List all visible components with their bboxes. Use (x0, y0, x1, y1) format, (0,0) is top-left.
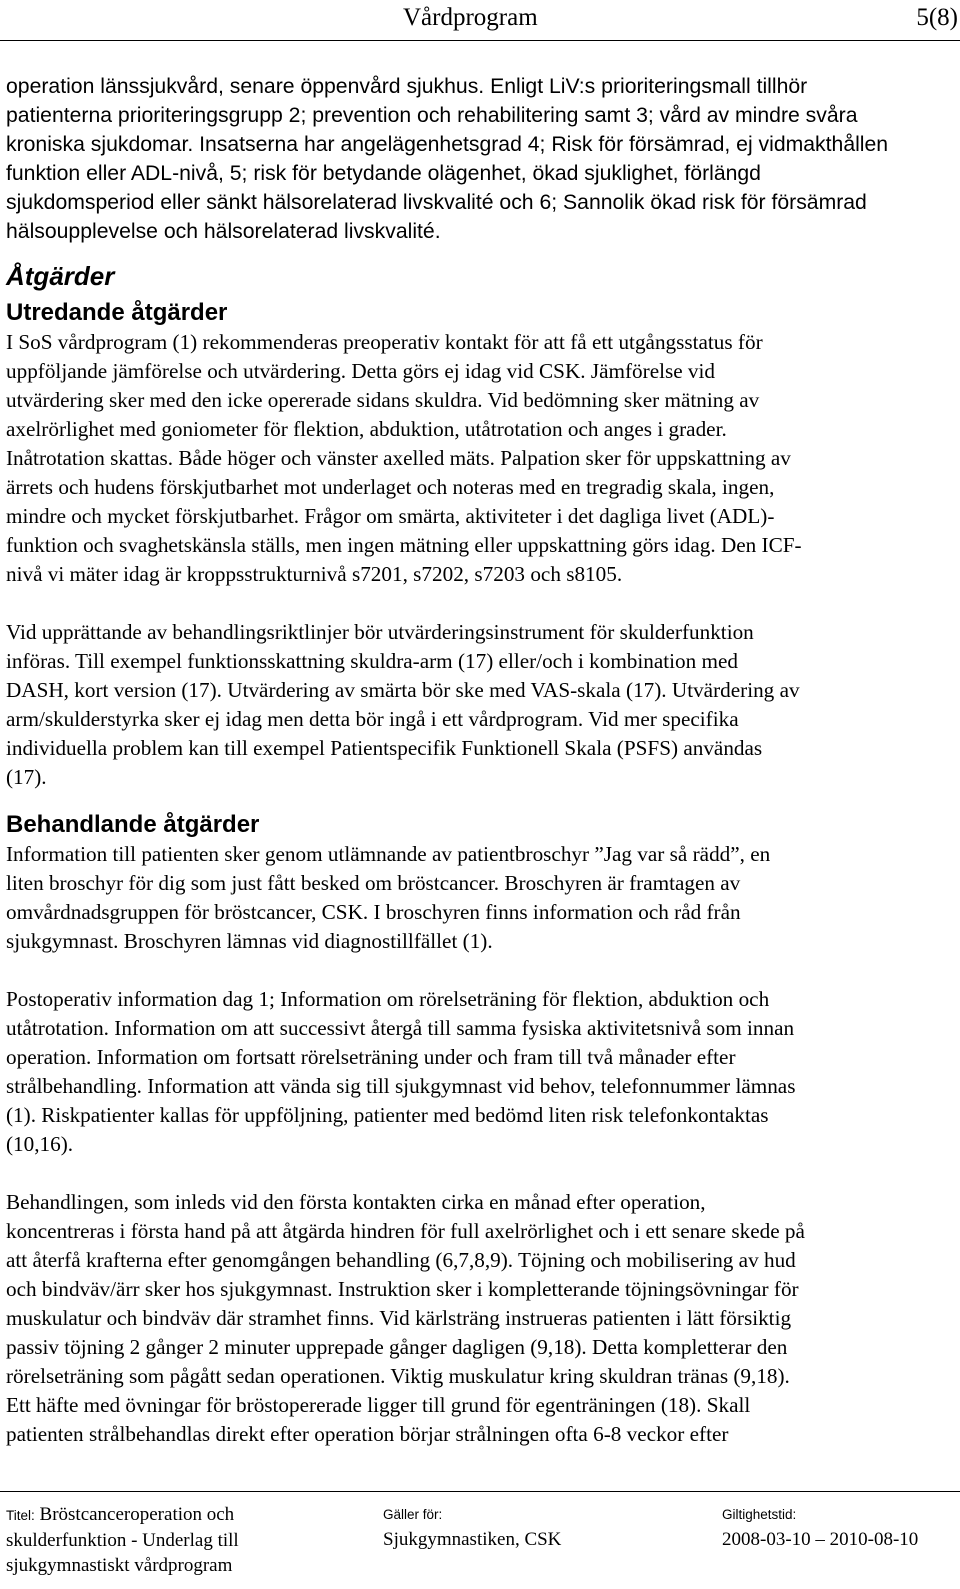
utredande-paragraph-2 (6, 618, 954, 792)
heading-atgarder: Åtgärder (6, 261, 115, 291)
heading-behandlande-atgarder: Behandlande åtgärder (6, 811, 260, 838)
footer-validity-label: Giltighetstid: (722, 1507, 797, 1522)
text-line: koncentreras i första hand på att åtgärda hindren för full axelrörlighet och i ett senare skede på (6, 1219, 805, 1243)
text-line: Vid upprättande av behandlingsriktlinjer bör utvärderingsinstrument för skulderfunktion (6, 620, 754, 644)
text-line: Ett häfte med övningar för bröstopererade ligger till grund för egenträningen (18). Skall (6, 1393, 751, 1417)
text-line: sjukdomsperiod eller sänkt hälsorelaterad livskvalité och 6; Sannolik ökad risk för försämrad (6, 191, 867, 214)
footer-applies-value: Sjukgymnastiken, CSK (383, 1529, 562, 1550)
text-line: funktion eller ADL-nivå, 5; risk för betydande olägenhet, ökad sjuklighet, förlängd (6, 162, 761, 185)
text-line: (1). Riskpatienter kallas för uppföljning, patienter med bedömd liten risk telefonkontaktas (6, 1103, 769, 1127)
text-line: kroniska sjukdomar. Insatserna har angelägenhetsgrad 4; Risk för försämrad, ej vidmakthållen (6, 133, 889, 156)
text-line: patienten strålbehandlas direkt efter operation börjar strålningen ofta 6-8 veckor efter (6, 1422, 729, 1446)
text-line: (10,16). (6, 1132, 74, 1156)
text-line: uppföljande jämförelse och utvärdering. Detta görs ej idag vid CSK. Jämförelse vid (6, 359, 716, 383)
text-line: ärrets och hudens förskjutbarhet mot underlaget och noteras med en tregradig skala, ingen, (6, 475, 775, 499)
footer-title-block (6, 1502, 346, 1578)
page-header (0, 2, 960, 38)
footer-title-label: Titel: (6, 1508, 35, 1523)
header-rule (0, 40, 960, 41)
document-body (6, 72, 954, 1449)
text-line: och bindväv/ärr sker hos sjukgymnast. Instruktion sker i kompletterande töjningsövningar för (6, 1277, 799, 1301)
text-line: Inåtrotation skattas. Både höger och vänster axelled mäts. Palpation sker för uppskattning av (6, 446, 791, 470)
footer-title-text: skulderfunktion - Underlag till (6, 1530, 239, 1551)
behandlande-paragraph-1 (6, 840, 954, 956)
footer-applies-block (383, 1502, 683, 1552)
page-number: 5(8) (916, 4, 958, 31)
intro-paragraph (6, 72, 954, 246)
text-line: rörelseträning som pågått sedan operationen. Viktig muskulatur kring skuldran tränas (9,18). (6, 1364, 790, 1388)
text-line: Postoperativ information dag 1; Information om rörelseträning för flektion, abduktion och (6, 987, 770, 1011)
footer-title-line (6, 1502, 346, 1528)
behandlande-paragraph-3 (6, 1188, 954, 1449)
text-line: arm/skulderstyrka sker ej idag men detta bör ingå i ett vårdprogram. Vid mer specifika (6, 707, 739, 731)
text-line: axelrörlighet med goniometer för flektion, abduktion, utåtrotation och anges i grader. (6, 417, 727, 441)
text-line: införas. Till exempel funktionsskattning skuldra-arm (17) eller/och i kombination med (6, 649, 739, 673)
text-line: muskulatur och bindväv där stramhet finns. Vid kärlsträng instrueras patienten i lätt försiktig (6, 1306, 792, 1330)
text-line: utåtrotation. Information om att successivt återgå till samma fysiska aktivitetsnivå som innan (6, 1016, 795, 1040)
utredande-paragraph-1 (6, 328, 954, 589)
text-line: DASH, kort version (17). Utvärdering av smärta bör ske med VAS-skala (17). Utvärdering av (6, 678, 800, 702)
text-line: att återfå krafterna efter genomgången behandling (6,7,8,9). Töjning och mobilisering av hud (6, 1248, 796, 1272)
text-line: mindre och mycket förskjutbarhet. Frågor om smärta, aktiviteter i det dagliga livet (ADL)- (6, 504, 775, 528)
footer-title-text: Bröstcanceroperation och (39, 1504, 235, 1525)
text-line: operation. Information om fortsatt rörelseträning under och fram till två månader efter (6, 1045, 736, 1069)
header-title: Vårdprogram (403, 4, 538, 31)
footer-validity-value: 2008-03-10 – 2010-08-10 (722, 1529, 919, 1550)
text-line: patienterna prioriteringsgrupp 2; prevention och rehabilitering samt 3; vård av mindre svåra (6, 104, 858, 127)
text-line: Behandlingen, som inleds vid den första kontakten cirka en månad efter operation, (6, 1190, 706, 1214)
behandlande-paragraph-2 (6, 985, 954, 1159)
page-footer (0, 1502, 960, 1589)
text-line: (17). (6, 765, 47, 789)
text-line: operation länssjukvård, senare öppenvård sjukhus. Enligt LiV:s prioriteringsmall tillhör (6, 75, 808, 98)
text-line: hälsoupplevelse och hälsorelaterad livskvalité. (6, 220, 441, 243)
text-line: Information till patienten sker genom utlämnande av patientbroschyr ”Jag var så rädd”, en (6, 842, 771, 866)
text-line: sjukgymnast. Broschyren lämnas vid diagnostillfället (1). (6, 929, 493, 953)
footer-validity-block (722, 1502, 958, 1552)
text-line: funktion och svaghetskänsla ställs, men ingen mätning eller uppskattning görs idag. Den ICF- (6, 533, 802, 557)
text-line: I SoS vårdprogram (1) rekommenderas preoperativ kontakt för att få ett utgångsstatus för (6, 330, 763, 354)
text-line: individuella problem kan till exempel Patientspecifik Funktionell Skala (PSFS) användas (6, 736, 763, 760)
text-line: nivå vi mäter idag är kroppsstrukturnivå s7201, s7202, s7203 och s8105. (6, 562, 623, 586)
text-line: strålbehandling. Information att vända sig till sjukgymnast vid behov, telefonnummer lämnas (6, 1074, 796, 1098)
footer-applies-label: Gäller för: (383, 1507, 443, 1522)
footer-rule (0, 1491, 960, 1492)
heading-utredande-atgarder: Utredande åtgärder (6, 299, 228, 326)
text-line: liten broschyr för dig som just fått besked om bröstcancer. Broschyren är framtagen av (6, 871, 741, 895)
footer-title-text: sjukgymnastiskt vårdprogram (6, 1555, 233, 1576)
text-line: omvårdnadsgruppen för bröstcancer, CSK. I broschyren finns information och råd från (6, 900, 741, 924)
text-line: utvärdering sker med den icke opererade sidans skuldra. Vid bedömning sker mätning av (6, 388, 760, 412)
text-line: passiv töjning 2 gånger 2 minuter upprepade gånger dagligen (9,18). Detta kompletterar den (6, 1335, 788, 1359)
